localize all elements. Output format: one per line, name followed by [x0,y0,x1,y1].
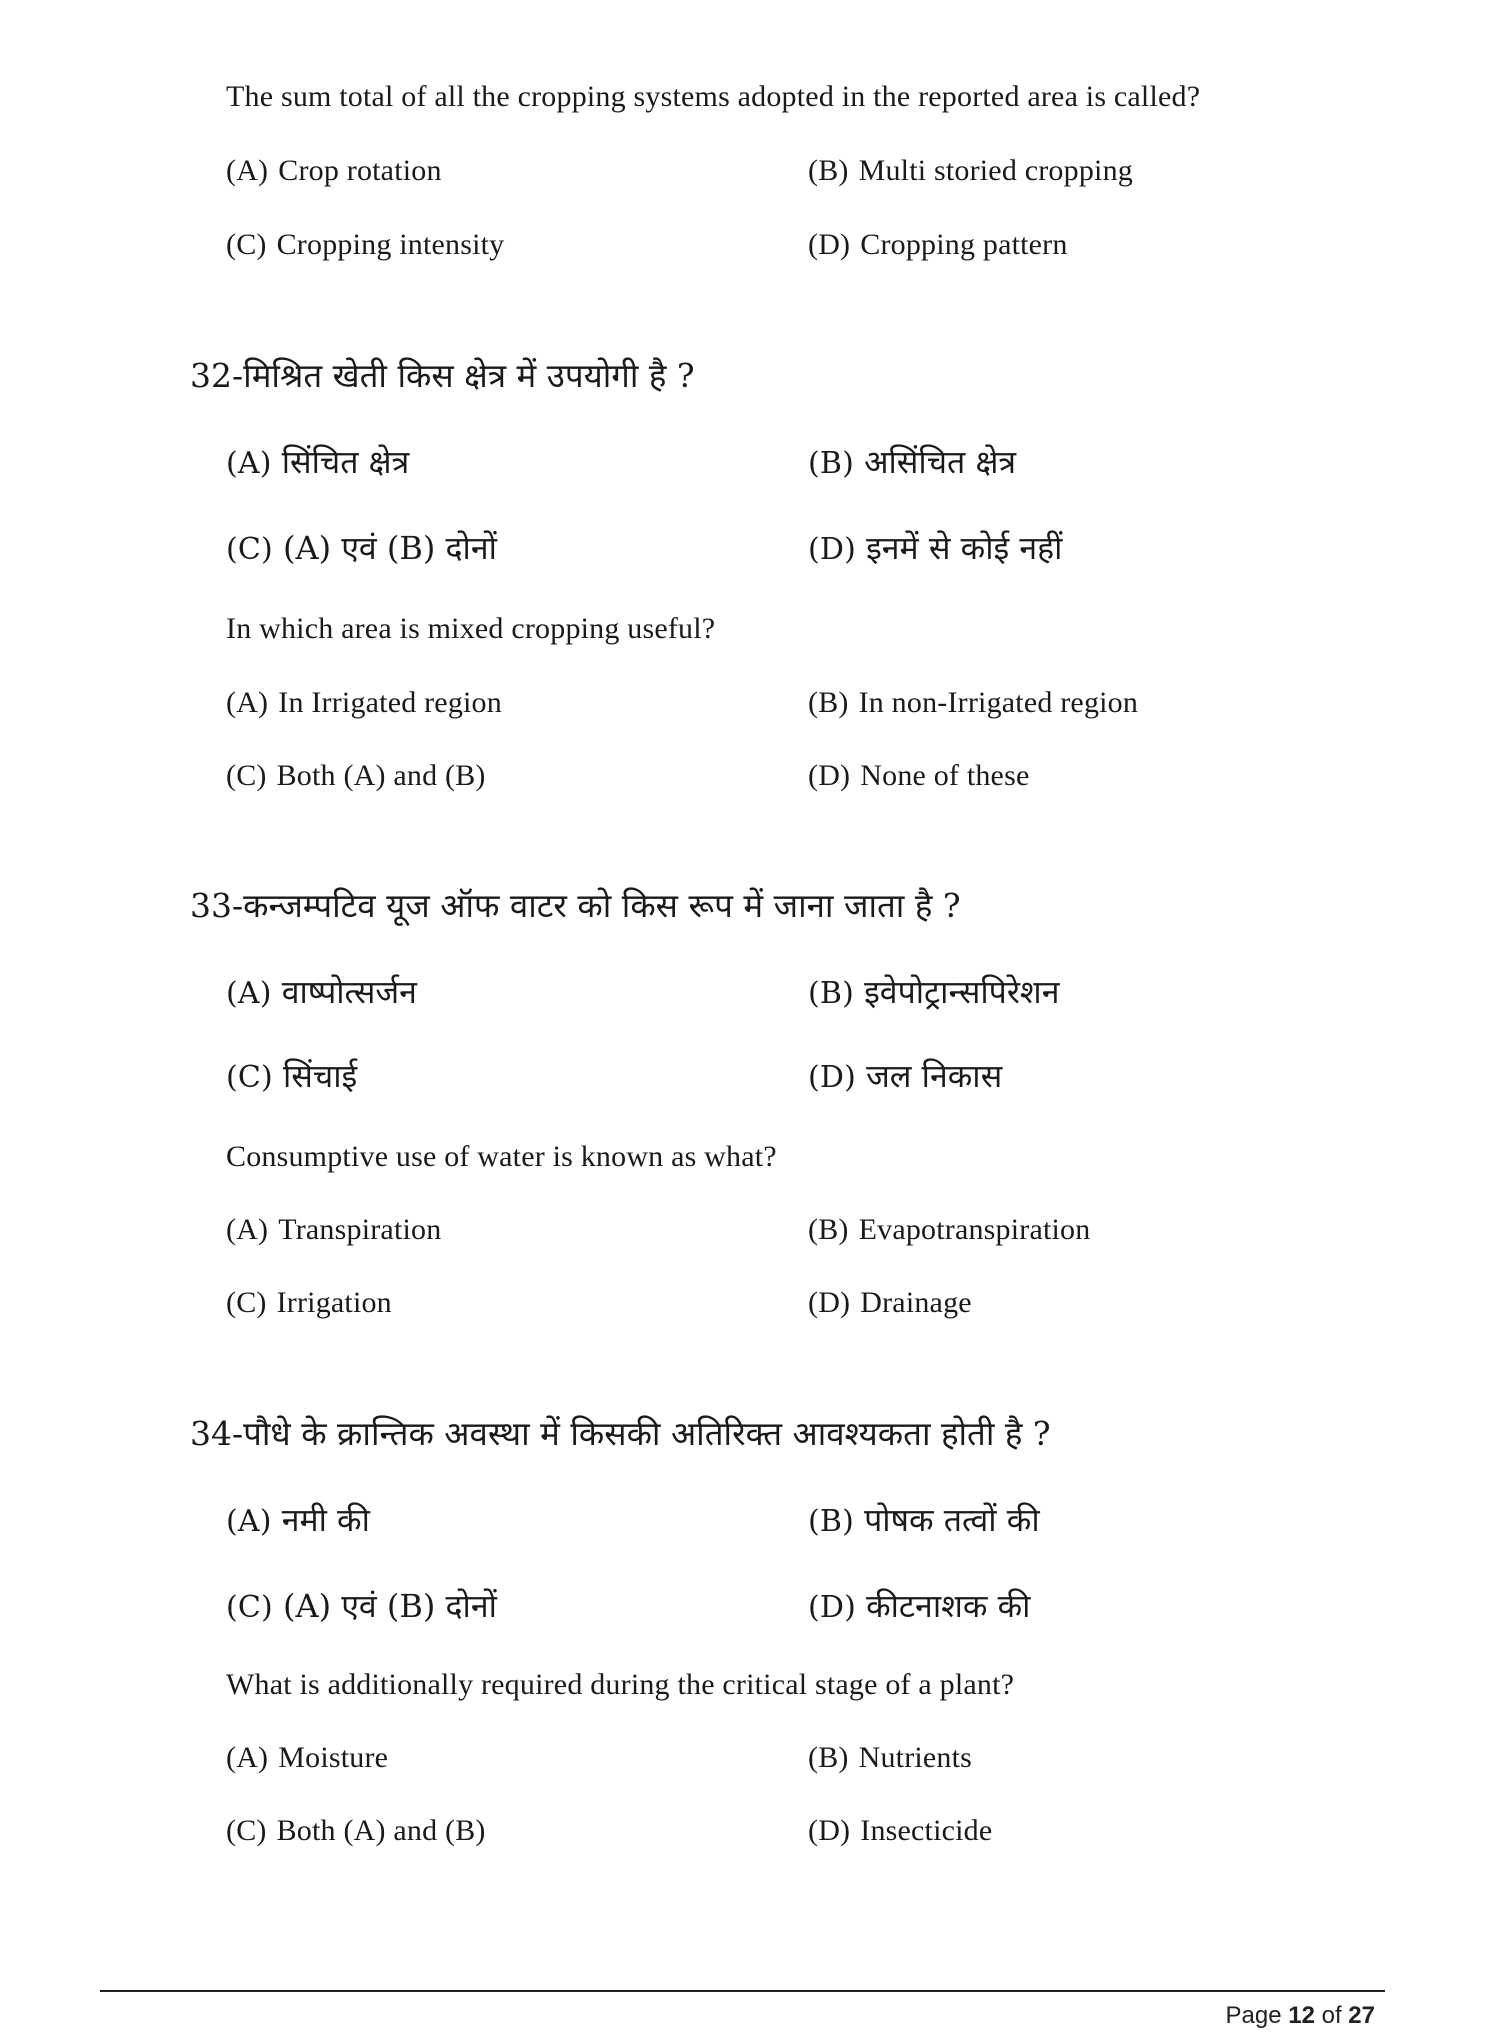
option-label: (C) [226,759,267,792]
option-text: Moisture [278,1741,389,1774]
option-text: सिंचाई [282,1057,358,1095]
option-text: Nutrients [858,1741,973,1774]
q33-en-option-b [808,1213,1090,1247]
q33-hi-option-d [808,1054,1002,1097]
q33-en-option-a [226,1213,441,1247]
option-label: (A) [226,1741,269,1774]
option-label: (C) [226,1814,267,1847]
q34-en-option-c [226,1814,486,1848]
option-text: पोषक तत्वों की [864,1501,1040,1539]
option-label: (A) [226,154,269,187]
q34-hi-option-a [226,1498,370,1541]
q31-en-stem: The sum total of all the cropping systems adopted in the reported area is called? [226,80,1201,113]
option-text: Cropping intensity [276,228,505,261]
option-label: (C) [226,228,267,261]
option-label: (C) [226,1590,273,1625]
q33-en-stem: Consumptive use of water is known as what? [226,1140,777,1173]
option-label: (D) [808,532,857,567]
q32-hi-option-c [226,526,497,569]
page-of: of [1321,2002,1342,2029]
q34-hi-option-b [808,1498,1040,1541]
option-label: (D) [808,1060,857,1095]
q34-en-stem: What is additionally required during the critical stage of a plant? [226,1668,1015,1701]
option-text: In non-Irrigated region [858,686,1139,719]
option-text: Insecticide [860,1814,993,1847]
page-number [1226,2002,1376,2030]
q32-en-option-c [226,759,486,793]
footer-divider [100,1990,1385,1992]
q32-hi-stem: 32-मिश्रित खेती किस क्षेत्र में उपयोगी है ? [190,356,695,395]
option-label: (A) [226,976,272,1011]
option-text: Both (A) and (B) [276,1814,486,1847]
option-label: (B) [808,686,849,719]
option-text: Crop rotation [278,154,442,187]
q32-en-option-b [808,686,1138,720]
option-text: असिंचित क्षेत्र [864,443,1017,481]
option-label: (D) [808,228,851,261]
option-text: Both (A) and (B) [276,759,486,792]
option-text: In Irrigated region [278,686,502,719]
option-label: (A) [226,446,272,481]
option-text: Drainage [860,1286,972,1319]
q33-hi-option-c [226,1054,357,1097]
q32-hi-option-a [226,440,409,483]
option-label: (B) [808,1504,855,1539]
q34-en-option-b [808,1741,972,1775]
option-text: (A) एवं (B) दोनों [282,1587,497,1625]
q34-hi-stem: 34-पौधे के क्रान्तिक अवस्था में किसकी अतिरिक्त आवश्यकता होती है ? [190,1414,1051,1453]
option-text: कीटनाशक की [866,1587,1031,1625]
q32-hi-option-b [808,440,1016,483]
q34-hi-option-c [226,1584,497,1627]
q31-en-option-b [808,154,1133,188]
option-label: (A) [226,1213,269,1246]
q33-hi-option-a [226,970,417,1013]
option-text: इवेपोट्रान्सपिरेशन [864,973,1060,1011]
q33-en-option-c [226,1286,392,1320]
option-label: (D) [808,759,851,792]
option-text: Cropping pattern [860,228,1068,261]
q33-hi-stem: 33-कन्जम्पटिव यूज ऑफ वाटर को किस रूप में जाना जाता है ? [190,886,961,925]
q32-en-stem: In which area is mixed cropping useful? [226,612,716,645]
q32-en-option-d [808,759,1029,793]
q31-en-option-a [226,154,442,188]
q31-en-option-d [808,228,1068,262]
option-label: (A) [226,686,269,719]
q32-en-option-a [226,686,502,720]
page-current: 12 [1288,2002,1315,2029]
q34-en-option-a [226,1741,388,1775]
q34-en-option-d [808,1814,992,1848]
option-label: (D) [808,1286,851,1319]
option-label: (B) [808,976,855,1011]
option-text: Evapotranspiration [858,1213,1091,1246]
option-label: (C) [226,532,273,567]
option-label: (B) [808,1213,849,1246]
page-word: Page [1225,2002,1282,2029]
option-text: Multi storied cropping [858,154,1133,187]
q33-en-option-d [808,1286,972,1320]
q31-en-option-c [226,228,504,262]
option-label: (D) [808,1590,857,1625]
q33-hi-option-b [808,970,1059,1013]
option-text: सिंचित क्षेत्र [281,443,410,481]
page-total: 27 [1348,2002,1375,2029]
q34-hi-option-d [808,1584,1030,1627]
option-text: जल निकास [866,1057,1003,1095]
option-text: नमी की [281,1501,370,1539]
option-label: (D) [808,1814,851,1847]
option-text: वाष्पोत्सर्जन [281,973,417,1011]
option-text: Transpiration [278,1213,442,1246]
option-label: (B) [808,1741,849,1774]
option-text: (A) एवं (B) दोनों [282,529,497,567]
option-text: None of these [860,759,1030,792]
option-label: (B) [808,446,855,481]
option-label: (B) [808,154,849,187]
q32-hi-option-d [808,526,1062,569]
option-label: (C) [226,1060,273,1095]
option-text: इनमें से कोई नहीं [866,529,1063,567]
option-text: Irrigation [276,1286,392,1319]
option-label: (A) [226,1504,272,1539]
option-label: (C) [226,1286,267,1319]
